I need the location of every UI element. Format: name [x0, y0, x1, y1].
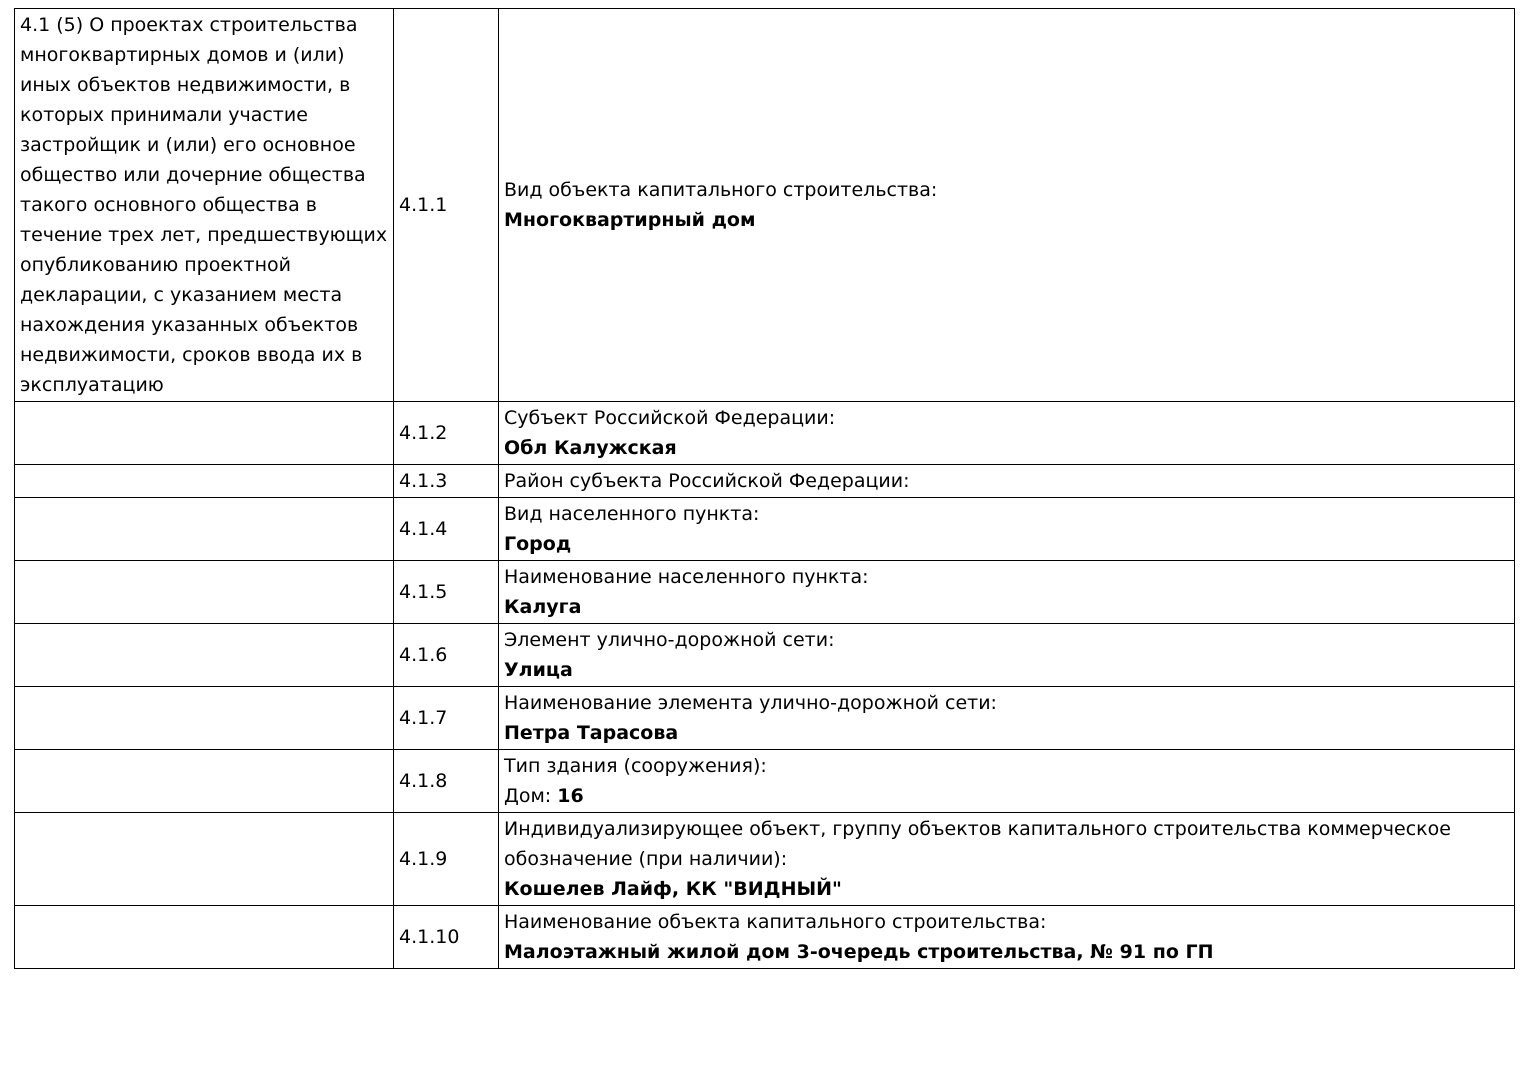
row-number-cell: 4.1.7 — [394, 687, 499, 750]
field-value-line — [504, 781, 1509, 811]
field-label: Наименование объекта капитального строительства: — [504, 911, 1047, 933]
row-content-cell — [499, 624, 1515, 687]
row-content-cell — [499, 906, 1515, 969]
row-content-cell — [499, 9, 1515, 402]
field-value: Город — [504, 533, 572, 555]
row-content-cell — [499, 750, 1515, 813]
field-value: Калуга — [504, 596, 582, 618]
field-label: Вид населенного пункта: — [504, 503, 760, 525]
row-number-cell: 4.1.9 — [394, 813, 499, 906]
section-description-cell-empty — [15, 813, 394, 906]
table-row — [15, 465, 1515, 498]
row-content-cell — [499, 561, 1515, 624]
section-description-cell-empty — [15, 750, 394, 813]
field-value: 16 — [557, 785, 584, 807]
row-number-cell: 4.1.2 — [394, 402, 499, 465]
field-value: Петра Тарасова — [504, 722, 679, 744]
section-description-cell-empty — [15, 402, 394, 465]
row-content-cell — [499, 813, 1515, 906]
table-row — [15, 402, 1515, 465]
row-number-cell: 4.1.3 — [394, 465, 499, 498]
field-value: Малоэтажный жилой дом 3-очередь строительства, № 91 по ГП — [504, 941, 1214, 963]
section-description-cell: 4.1 (5) О проектах строительства многоквартирных домов и (или) иных объектов недвижимости, в которых принимали участие застройщик и (или) его основное общество или дочерние общества такого основного общества в течение трех лет, предшествующих опубликованию проектной декларации, с указанием места нахождения указанных объектов недвижимости, сроков ввода их в эксплуатацию — [15, 9, 394, 402]
row-number-cell: 4.1.4 — [394, 498, 499, 561]
table-row — [15, 561, 1515, 624]
row-content-cell — [499, 465, 1515, 498]
section-description-cell-empty — [15, 687, 394, 750]
row-number-cell: 4.1.1 — [394, 9, 499, 402]
field-label: Вид объекта капитального строительства: — [504, 179, 938, 201]
field-value-prefix: Дом: — [504, 785, 558, 807]
field-value: Улица — [504, 659, 573, 681]
row-number-cell: 4.1.8 — [394, 750, 499, 813]
row-content-cell — [499, 402, 1515, 465]
section-description-cell-empty — [15, 561, 394, 624]
section-description-cell-empty — [15, 906, 394, 969]
field-value: Кошелев Лайф, КК "ВИДНЫЙ" — [504, 878, 842, 900]
table-row — [15, 624, 1515, 687]
row-number-cell: 4.1.5 — [394, 561, 499, 624]
section-description-cell-empty — [15, 498, 394, 561]
row-number-cell: 4.1.6 — [394, 624, 499, 687]
field-label: Район субъекта Российской Федерации: — [504, 470, 910, 492]
table-row — [15, 813, 1515, 906]
section-description-cell-empty — [15, 465, 394, 498]
field-label: Субъект Российской Федерации: — [504, 407, 836, 429]
table-row — [15, 498, 1515, 561]
row-number-cell: 4.1.10 — [394, 906, 499, 969]
field-label: Наименование населенного пункта: — [504, 566, 869, 588]
field-label: Наименование элемента улично-дорожной сети: — [504, 692, 997, 714]
declaration-table — [14, 8, 1515, 969]
row-content-cell — [499, 498, 1515, 561]
field-value: Многоквартирный дом — [504, 209, 756, 231]
field-value: Обл Калужская — [504, 437, 677, 459]
table-row — [15, 750, 1515, 813]
field-label: Элемент улично-дорожной сети: — [504, 629, 835, 651]
field-label: Индивидуализирующее объект, группу объектов капитального строительства коммерческое обозначение (при наличии): — [504, 818, 1451, 870]
table-row — [15, 9, 1515, 402]
field-label: Тип здания (сооружения): — [504, 755, 767, 777]
table-row — [15, 906, 1515, 969]
row-content-cell — [499, 687, 1515, 750]
table-row — [15, 687, 1515, 750]
section-description-cell-empty — [15, 624, 394, 687]
